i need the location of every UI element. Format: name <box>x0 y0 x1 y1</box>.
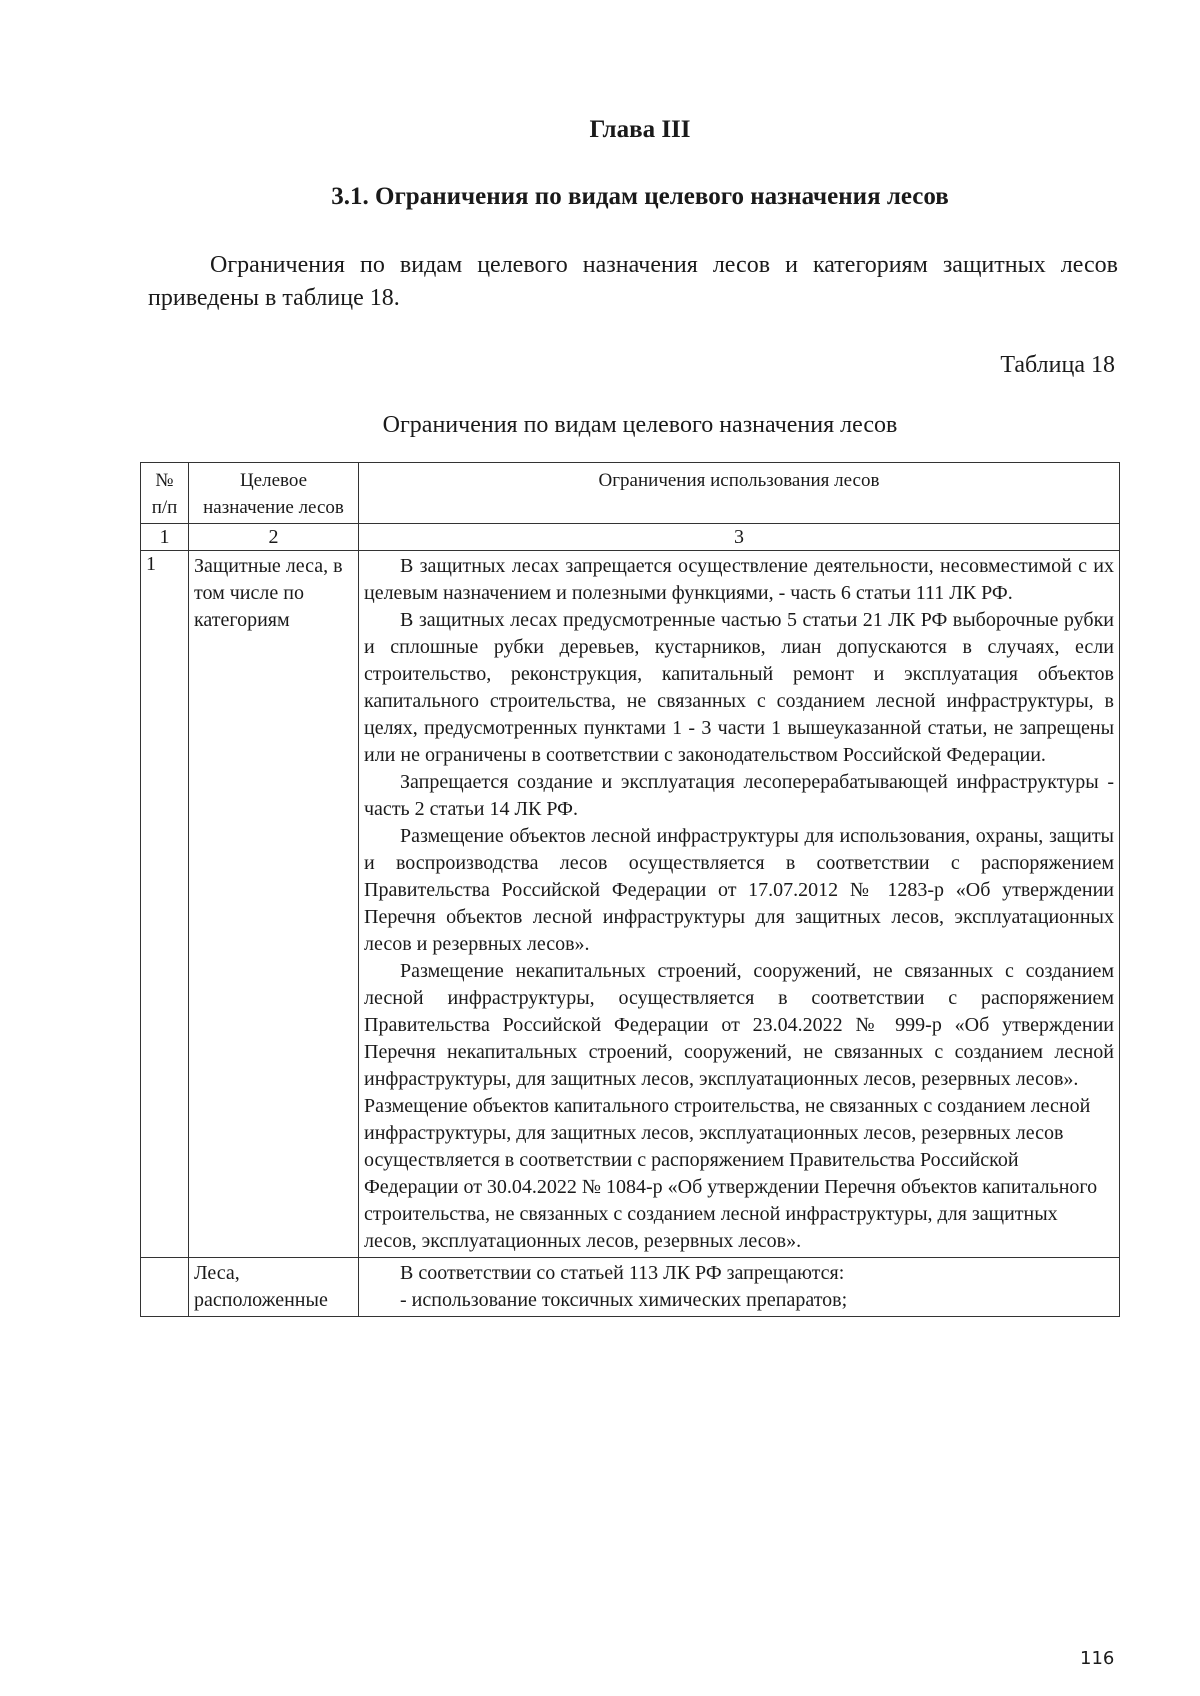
column-number: 3 <box>359 524 1120 551</box>
restriction-paragraph: В соответствии со статьей 113 ЛК РФ запрещаются: <box>400 1262 845 1284</box>
row-number: 1 <box>141 551 189 1258</box>
table-row <box>141 1258 1120 1317</box>
restriction-paragraph: Размещение объектов лесной инфраструктуры для использования, охраны, защиты и воспроизводства лесов осуществляется в соответствии с распоряжением Правительства Российской Федерации от 17.07.2012 № 1283-р «Об утверждении Перечня объектов лесной инфраструктуры для защитных лесов, эксплуатационных лесов и резервных лесов». <box>364 825 1114 955</box>
row-restrictions <box>359 1258 1120 1317</box>
row-purpose: Леса, расположенные <box>189 1258 359 1317</box>
restriction-paragraph: Размещение объектов капитального строительства, не связанных с созданием лесной инфраструктуры, для защитных лесов, эксплуатационных лесов, резервных лесов осуществляется в соответствии с распоряжением Правительства Российской Федерации от 30.04.2022 № 1084-р «Об утверждении Перечня объектов капитального строительства, не связанных с созданием лесной инфраструктуры, для защитных лесов, эксплуатационных лесов, резервных лесов». <box>364 1095 1098 1252</box>
column-number-row <box>141 524 1120 551</box>
header-num: № п/п <box>141 463 189 524</box>
column-number: 2 <box>189 524 359 551</box>
table-caption: Ограничения по видам целевого назначения лесов <box>382 412 898 438</box>
intro-paragraph: Ограничения по видам целевого назначения лесов и категориям защитных лесов приведены в таблице 18. <box>148 252 1118 311</box>
table-number: Таблица 18 <box>1000 352 1115 378</box>
restrictions-table <box>140 462 1120 1317</box>
page-number: 116 <box>1080 1648 1115 1669</box>
header-restrictions: Ограничения использования лесов <box>359 463 1120 524</box>
section-heading: 3.1. Ограничения по видам целевого назначения лесов <box>331 183 949 210</box>
header-purpose: Целевое назначение лесов <box>189 463 359 524</box>
table-header-row <box>141 463 1120 524</box>
restriction-paragraph: В защитных лесах запрещается осуществление деятельности, несовместимой с их целевым назначением и полезными функциями, - часть 6 статьи 111 ЛК РФ. <box>364 555 1114 604</box>
restriction-paragraph: Запрещается создание и эксплуатация лесоперерабатывающей инфраструктуры - часть 2 статьи 14 ЛК РФ. <box>364 771 1114 820</box>
row-restrictions <box>359 551 1120 1258</box>
row-purpose: Защитные леса, в том числе по категориям <box>189 551 359 1258</box>
restriction-paragraph: - использование токсичных химических препаратов; <box>400 1289 848 1311</box>
restriction-paragraph: В защитных лесах предусмотренные частью 5 статьи 21 ЛК РФ выборочные рубки и сплошные рубки деревьев, кустарников, лиан допускаются в случаях, если строительство, реконструкция, капитальный ремонт и эксплуатация объектов капитального строительства, не связанных с созданием лесной инфраструктуры, в целях, предусмотренных пунктами 1 - 3 части 1 вышеуказанной статьи, не запрещены или не ограничены в соответствии с законодательством Российской Федерации. <box>364 609 1114 766</box>
row-number <box>141 1258 189 1317</box>
table-row <box>141 551 1120 1258</box>
restriction-paragraph: Размещение некапитальных строений, сооружений, не связанных с созданием лесной инфраструктуры, осуществляется в соответствии с распоряжением Правительства Российской Федерации от 23.04.2022 № 999-р «Об утверждении Перечня некапитальных строений, сооружений, не связанных с созданием лесной инфраструктуры, для защитных лесов, эксплуатационных лесов, резервных лесов». <box>364 960 1114 1090</box>
column-number: 1 <box>141 524 189 551</box>
chapter-heading: Глава III <box>589 116 691 143</box>
